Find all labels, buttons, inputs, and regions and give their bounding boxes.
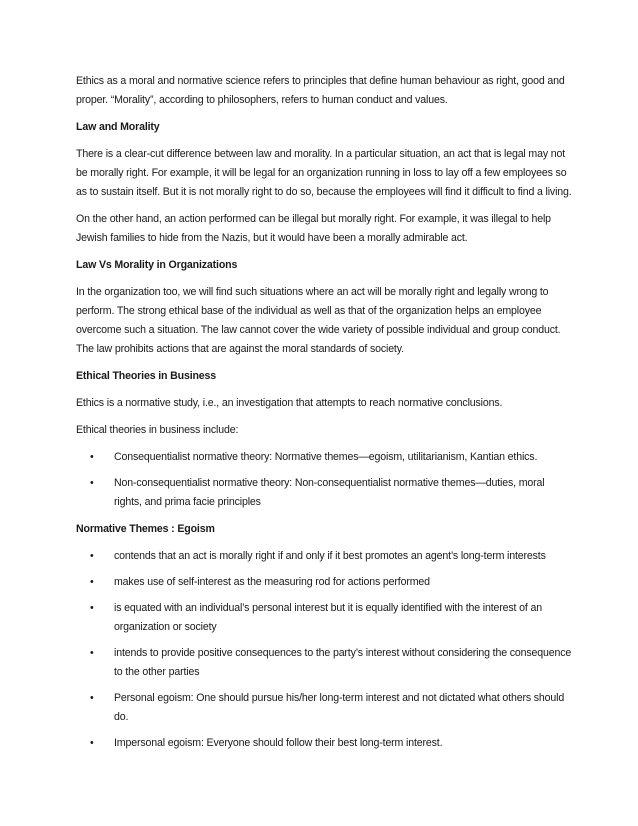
list-item-text: Impersonal egoism: Everyone should follow their best long-term interest. — [114, 737, 443, 749]
intro-paragraph: Ethics as a moral and normative science refers to principles that define human behaviour as right, good and proper. “Morality”, according to philosophers, refers to human conduct and values. — [76, 75, 565, 106]
bullet-glyph: • — [90, 602, 94, 614]
heading-ethical-theories: Ethical Theories in Business — [76, 370, 217, 382]
law-morality-paragraph-2: On the other hand, an action performed can be illegal but morally right. For example, it was illegal to help Jewish families to hide from the Nazis, but it would have been a morally admirable act. — [76, 213, 551, 244]
bullet-glyph: • — [90, 647, 94, 659]
list-item-text: is equated with an individual’s personal interest but it is equally identified with the interest of an organization or society — [114, 602, 542, 633]
list-item-text: contends that an act is morally right if and only if it best promotes an agent’s long-term interests — [114, 550, 546, 562]
list-item — [76, 448, 574, 467]
list-item — [76, 474, 574, 512]
list-item — [76, 734, 574, 753]
bullet-glyph: • — [90, 477, 94, 489]
heading-law-vs-morality: Law Vs Morality in Organizations — [76, 259, 238, 271]
law-morality-paragraph-1: There is a clear-cut difference between law and morality. In a particular situation, an act that is legal may not be morally right. For example, it will be legal for an organization running in loss to lay off a few employees so as to sustain itself. But it is not morally right to do so, because the employees will find it difficult to find a living. — [76, 148, 572, 198]
list-item-text: Personal egoism: One should pursue his/her long-term interest and not dictated what others should do. — [114, 692, 565, 723]
bullet-glyph: • — [90, 550, 94, 562]
heading-normative-egoism: Normative Themes : Egoism — [76, 523, 215, 535]
list-item-text: Consequentialist normative theory: Normative themes—egoism, utilitarianism, Kantian ethics. — [114, 451, 538, 463]
list-item-text: intends to provide positive consequences to the party’s interest without considering the consequence to the other parties — [114, 647, 572, 678]
list-item — [76, 689, 574, 727]
ethics-normative-paragraph: Ethics is a normative study, i.e., an investigation that attempts to reach normative conclusions. — [76, 397, 503, 409]
bullet-glyph: • — [90, 576, 94, 588]
heading-law-and-morality: Law and Morality — [76, 121, 160, 133]
organizations-paragraph: In the organization too, we will find such situations where an act will be morally right and legally wrong to perform. The strong ethical base of the individual as well as that of the organization helps an employee overcome such a situation. The law cannot cover the wide variety of possible individual and group conduct. The law prohibits actions that are against the moral standards of society. — [76, 286, 561, 355]
list-item — [76, 547, 574, 566]
list-item — [76, 644, 574, 682]
bullet-glyph: • — [90, 451, 94, 463]
bullet-glyph: • — [90, 692, 94, 704]
list-item-text: Non-consequentialist normative theory: Non-consequentialist normative themes—duties, moral rights, and prima facie principles — [114, 477, 545, 508]
egoism-list — [76, 547, 574, 753]
theories-intro-paragraph: Ethical theories in business include: — [76, 424, 239, 436]
list-item — [76, 599, 574, 637]
bullet-glyph: • — [90, 737, 94, 749]
theories-list — [76, 448, 574, 512]
list-item-text: makes use of self-interest as the measuring rod for actions performed — [114, 576, 430, 588]
list-item — [76, 573, 574, 592]
